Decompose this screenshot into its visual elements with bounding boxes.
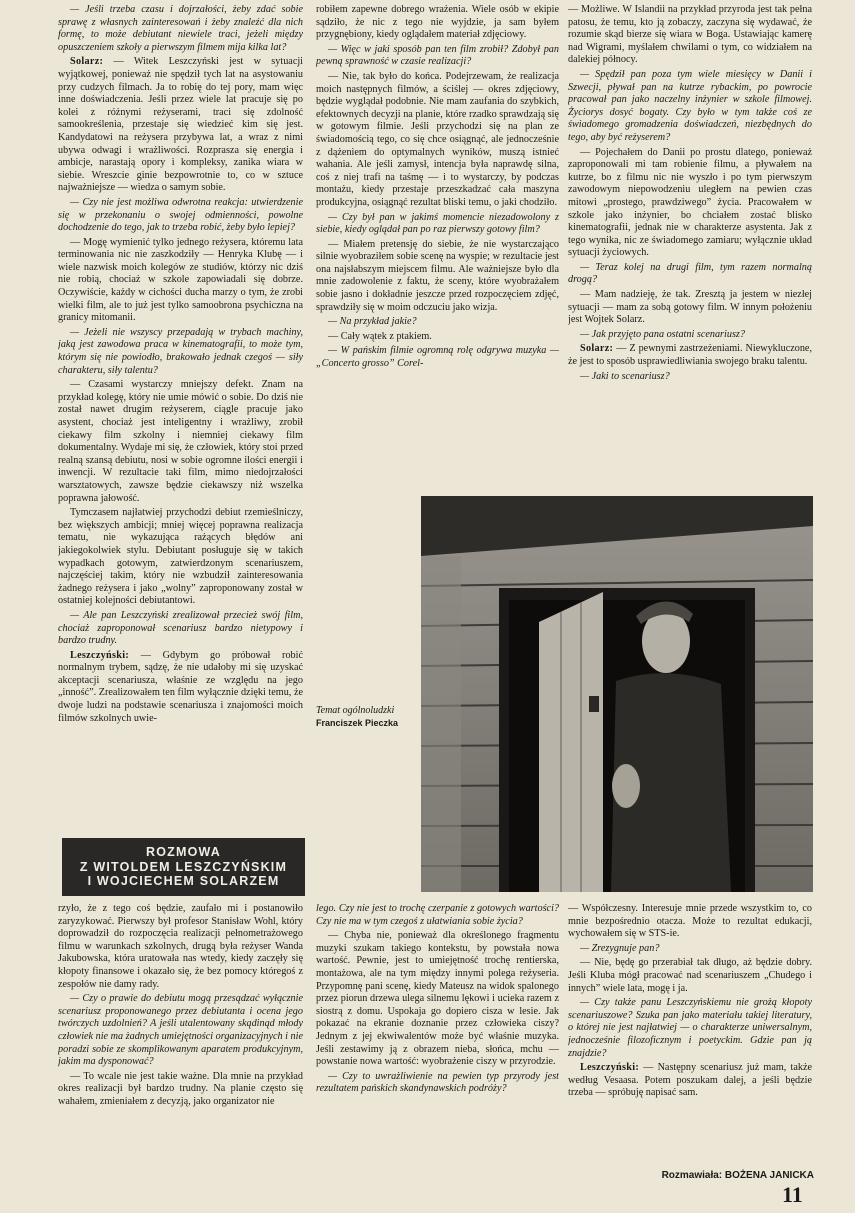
paragraph-text: robiłem zapewne dobrego wrażenia. Wiele osób w ekipie sądziło, że nic z tego nie wyjdzie, ja sam byłem przygnębiony, kiedy oglądałem materiał zdjęciowy. [316, 4, 559, 41]
paragraph-text: — Jeśli trzeba czasu i dojrzałości, żeby zdać sobie sprawę z własnych zainteresowań i żeby znaleźć dla nich formę, to może debiutant niewiele traci, jeżeli między opuszczeniem szkoły a pierwszym filmem mija kilka lat? [58, 4, 303, 53]
article-paragraph [568, 957, 812, 995]
article-paragraph [58, 237, 303, 325]
article-paragraph [568, 4, 812, 67]
paragraph-text: — Teraz kolej na drugi film, tym razem normalną drogą? [568, 261, 812, 286]
article-paragraph [568, 997, 812, 1060]
article-paragraph [58, 1071, 303, 1109]
paragraph-text: — Gdybym go próbował robić normalnym trybem, sądzę, że nie udałoby mi się uzyskać akceptacji scenariusza, właśnie ze względu na jego „inność”. Zrealizowałem ten film wyłącznie dzięki temu, że dwoje ludzi na podstawie scenariusza i znajomości moich filmów szkolnych uwie- [58, 649, 303, 724]
article-paragraph [568, 329, 812, 342]
article-paragraph [568, 147, 812, 260]
article-paragraph [568, 262, 812, 287]
paragraph-text: — Następny scenariusz już mam, także według Vesaasa. Potem poszukam dalej, a jeśli będzie trzeba — spróbuję napisać sam. [568, 1062, 812, 1099]
paragraph-text: — Jeżeli nie wszyscy przepadają w trybach machiny, jaką jest zawodowa praca w kinematografii, to może tym, którym się nie powiodło, brakowało jednak czegoś — siły charakteru, siły talentu? [58, 326, 303, 376]
paragraph-text: — To wcale nie jest takie ważne. Dla mnie na przykład okres realizacji był bardzo trudny. Na planie często się wahałem, zmieniałem z decyzją, jako organizator nie [58, 1070, 303, 1107]
article-paragraph [58, 993, 303, 1069]
article-paragraph [316, 239, 559, 315]
paragraph-text: — Jak przyjęto pana ostatni scenariusz? [580, 328, 745, 340]
paragraph-text: — Współczesny. Interesuje mnie przede wszystkim to, co mnie bezpośrednio otacza. Może to rezultat edukacji, wychowałem się w STS-ie. [568, 903, 812, 940]
article-paragraph [58, 903, 303, 991]
article-paragraph [568, 1062, 812, 1100]
article-paragraph [568, 943, 812, 956]
banner-line-2: Z WITOLDEM LESZCZYŃSKIM [79, 859, 288, 874]
author-signature: Rozmawiała: BOŻENA JANICKA [661, 1170, 814, 1181]
paragraph-text: rzyło, że z tego coś będzie, zaufało mi i postanowiło zaryzykować. Pierwszy był profesor Stanisław Wohl, który doprowadził do rozpoczęcia realizacji pełnometrażowego filmu w warunkach szkolnych, drugą była reżyser Wanda Jakubowska, która uratowała nas wtedy, kiedy zaczęły się kłopoty finansowe i okazało się, że bez pomocy któregoś z zespołów nie damy rady. [58, 903, 303, 990]
photo-caption-name: Franciszek Pieczka [316, 718, 399, 728]
paragraph-text: — Na przykład jakie? [328, 316, 417, 328]
paragraph-text: — Czy to uwrażliwienie na pewien typ przyrody jest rezultatem pańskich skandynawskich podróży? [316, 1070, 559, 1095]
paragraph-text: — Czy także panu Leszczyńskiemu nie grożą kłopoty scenariuszowe? Szuka pan jako materiału takiej literatury, o której nie jest najłatwiej — o charakterze uniwersalnym, jednocześnie filozoficznym i poetyckim. Gdzie pan ją znajdzie? [568, 997, 812, 1059]
paragraph-text: — Ale pan Leszczyński zrealizował przecież swój film, chociaż zaproponował scenariusz bardzo nietypowy i bardzo trudny. [58, 609, 303, 647]
paragraph-text: — Nie, będę go przerabiał tak długo, aż będzie dobry. Jeśli Kluba mógł pracować nad scenariuszem „Chudego i innych” wiele lata, mogę i ja. [568, 957, 812, 994]
article-paragraph [58, 610, 303, 648]
article-column-2 [316, 4, 559, 492]
article-paragraph [568, 343, 812, 368]
article-paragraph [316, 930, 559, 1069]
paragraph-text: — Mogę wymienić tylko jednego reżysera, któremu lata terminowania nic nie zaszkodziły — Henryka Klubę — i wiele nazwisk moich kolegów ze studiów, którzy nic dziś nie robią, chociaż w szkole zapowiadali się dobrze. Oczywiście, każdy w cichości ducha marzy o tym, że zrobi wielki film, ale to już jest tylko samoobrona psychiczna na granicy mitomanii. [58, 236, 303, 324]
article-paragraph [316, 903, 559, 928]
article-paragraph [316, 345, 559, 370]
film-still-image [421, 496, 813, 892]
article-paragraph [58, 56, 303, 195]
article-paragraph [58, 327, 303, 377]
speaker-name: Leszczyński: [70, 649, 130, 661]
film-still-photo [421, 496, 813, 892]
paragraph-text: — Cały wątek z ptakiem. [328, 330, 432, 342]
article-column-4 [58, 903, 303, 1183]
paragraph-text: — Spędził pan poza tym wiele miesięcy w Danii i Szwecji, pływał pan na kutrze rybackim, po powrocie pracował pan jako naczelny inżynier w szkole filmowej. Życiorys dosyć bogaty. Czy było w tym także coś ze świadomego gromadzenia doświadczeń, niezbędnych do tego, aby być reżyserem? [568, 68, 812, 143]
photo-caption-title: Temat ogólnoludzki [316, 705, 395, 716]
paragraph-text: lego. Czy nie jest to trochę czerpanie z gotowych wartości? Czy nie ma w tym czegoś z ułatwiania sobie życia? [316, 903, 559, 927]
article-paragraph [316, 331, 559, 344]
paragraph-text: — Mam nadzieję, że tak. Zresztą ja jestem w niezłej sytuacji — mam za sobą gotowy film. W innym położeniu jest Wojtek Solarz. [568, 289, 812, 326]
paragraph-text: — Witek Leszczyński jest w sytuacji wyjątkowej, ponieważ nie spędził tych lat na asystowaniu przy cudzych filmach. Ja to robię do tej pory, mam więc inne doświadczenia. Jeśli przez wiele lat pracuje się po kolei z różnymi reżyserami, traci się zdolność samookreślenia, przestaje się wiedzieć kim się jest. Kandydatowi na reżysera przybywa lat, a wraz z nimi ubywa odwagi i wrażliwości. Rozprasza się energia i ambicje, narastają opory i kompleksy, zanika wiara w siebie. Wreszcie ginie bezpowrotnie to, co w sztuce najważniejsze — wiedza o samym sobie. [58, 56, 303, 194]
article-paragraph [568, 289, 812, 327]
article-paragraph [316, 71, 559, 210]
interview-title-banner [62, 838, 305, 896]
speaker-name: Leszczyński: [580, 1062, 640, 1074]
paragraph-text: — Zrezygnuje pan? [580, 942, 660, 954]
banner-line-1: ROZMOWA [145, 845, 222, 860]
paragraph-text: — Czasami wystarczy mniejszy defekt. Znam na przykład kolegę, który nie umie mówić o sobie. Do dziś nie został nawet drugim reżyserem, ciągle pracuje jako asystent, chociaż jest inteligentny i wrażliwy, zrobił ciekawy film szkolny i niemniej ciekawy film dokumentalny. Wydaje mi się, że człowiek, który stoi przed realną szansą debiutu, nosi w sobie ogromne ilości energii i inwencji. W rezultacie taki film, mimo niedojrzałości warsztatowych, zawsze będzie ciekawszy niż wszelka poprawna jałowość. [58, 379, 303, 504]
paragraph-text: — Czy nie jest możliwa odwrotna reakcja: utwierdzenie się w przekonaniu o swojej odmienności, powolne dochodzenie do tego, jak to trzeba robić, żeby było lepiej? [58, 196, 303, 234]
paragraph-text: — W pańskim filmie ogromną rolę odgrywa muzyka — „Concerto grosso” Corel- [316, 345, 559, 370]
article-paragraph [316, 212, 559, 237]
speaker-name: Solarz: [70, 56, 104, 68]
paragraph-text: Tymczasem najłatwiej przychodzi debiut rzemieślniczy, bez większych ambicji; mniej więcej poprawna realizacja tematu, nie wykazująca rażących błędów ani jakiegokolwiek stylu. Debiutant posługuje się w takich wypadkach gotowym, zatwierdzonym scenariuszem, najczęściej takim, który nie wzbudził zainteresowania żadnego reżysera i jako „wolny” zaproponowany został w ostatniej kolejności debiutantowi. [58, 507, 303, 607]
paragraph-text: — Chyba nie, ponieważ dla określonego fragmentu muzyki szukam takiego kontekstu, by powstała nowa wartość. Pewnie, jest to umiejętność trochę rentierska, montażowa, ale na tym między innymi polega reżyseria. Przypomnę pani scenę, kiedy Mateusz na widok spalonego przez piorun drzewa ulega silnemu lękowi i ucieka razem z siostrą z domu. Uspokaja go dopiero cisza w lesie. Jak pokazać na ekranie doznanie przez człowieka ciszy? Jednym z jej ekwiwalentów może być właśnie muzyka. Jeśli zestawimy ją z obrazem nieba, słońca, mchu — powstanie nowa wartość: wyobrażenie ciszy w przyrodzie. [316, 930, 559, 1068]
paragraph-text: — Miałem pretensję do siebie, że nie wystarczająco silnie wyobraziłem sobie scenę na wyspie; w rezultacie jest ona najsłabszym miejscem filmu. Ale ważniejsze było dla mnie zadowolenie z faktu, że sceny, które wyobrażałem sobie jasno i dokładnie jeszcze przed rozpoczęciem zdjęć, sprawdziły się w moim odczuciu jako wizja. [316, 238, 559, 313]
speaker-name: Solarz: [580, 343, 614, 355]
article-column-5 [316, 903, 559, 1183]
paragraph-text: — Czy o prawie do debiutu mogą przesądzać wyłącznie scenariusz proponowanego przez debiutanta i ocena jego twórczych uzdolnień? A jeśli utalentowany skądinąd młody człowiek nie ma żadnych umiejętności organizacyjnych i nie poradzi sobie ze skomplikowanym aparatem produkcyjnym, jakim ma dysponować? [58, 993, 303, 1068]
article-column-3 [568, 4, 812, 492]
article-paragraph [568, 371, 812, 384]
article-paragraph [58, 379, 303, 505]
paragraph-text: — Jaki to scenariusz? [580, 370, 670, 382]
article-paragraph [316, 1071, 559, 1096]
photo-caption [316, 705, 416, 729]
article-column-1 [58, 4, 303, 842]
article-paragraph [568, 69, 812, 145]
article-paragraph [58, 197, 303, 235]
article-paragraph [58, 507, 303, 608]
paragraph-text: — Więc w jaki sposób pan ten film zrobił? Zdobył pan pewną sprawność w czasie realizacji? [316, 43, 559, 68]
paragraph-text: — Czy był pan w jakimś momencie niezadowolony z siebie, kiedy oglądał pan po raz pierwszy gotowy film? [316, 211, 559, 236]
paragraph-text: — Możliwe. W Islandii na przykład przyroda jest tak pełna patosu, że temu, kto ją zobaczy, zaczyna się wydawać, że rozumie skąd bierze się wiara w Boga. Ustawiając kamerę nad Wigrami, myślałem chwilami o tym, co widziałem na dalekiej północy. [568, 4, 812, 66]
page-number: 11 [782, 1182, 803, 1207]
banner-line-3: I WOJCIECHEM SOLARZEM [87, 874, 280, 889]
article-paragraph [58, 650, 303, 726]
paragraph-text: — Pojechałem do Danii po prostu dlatego, ponieważ zaproponowali mi tam robienie filmu, a pływałem na kutrze, bo z filmu nic nie wyszło i po tym pierwszym zawodowym niepowodzeniu uległem na pewien czas mitowi „prostego, prawdziwego” życia. Pracowałem w szkole jako inżynier, bo chciałem zostać blisko kinematografii, jednak nie w charakterze asystenta. Jak z tego wynika, nic ze świadomego zamiaru; wyłącznie układ sytuacji życiowych. [568, 146, 812, 259]
paragraph-text: — Nie, tak było do końca. Podejrzewam, że realizacja moich następnych filmów, a ściślej — okres zdjęciowy, będzie wyglądał podobnie. Nie mam zaufania do szybkich, efektownych decyzji na planie, które rzadko sprawdzają się w gotowym filmie. Jeśli przychodzi się na plan ze świadomością tego, co się chce osiągnąć, ale jednocześnie z dążeniem do optymalnych wyników, muszą istnieć wahania. Ale jeśli zamysł, intencja była naprawdę silna, coś z niej trafi na taśmę — i to wystarczy, by podczas montażu, kiedy przestaje przeszkadzać cała maszyna produkcyjna, osiągnąć rezultat bliski temu, o jaki chodziło. [316, 70, 559, 208]
article-paragraph [316, 316, 559, 329]
paragraph-text: — Z pewnymi zastrzeżeniami. Niewykluczone, że jest to sposób usprawiedliwiania swojego braku talentu. [568, 343, 812, 368]
article-paragraph [58, 4, 303, 54]
article-column-6 [568, 903, 812, 1165]
article-paragraph [568, 903, 812, 941]
article-paragraph [316, 4, 559, 42]
article-paragraph [316, 44, 559, 69]
